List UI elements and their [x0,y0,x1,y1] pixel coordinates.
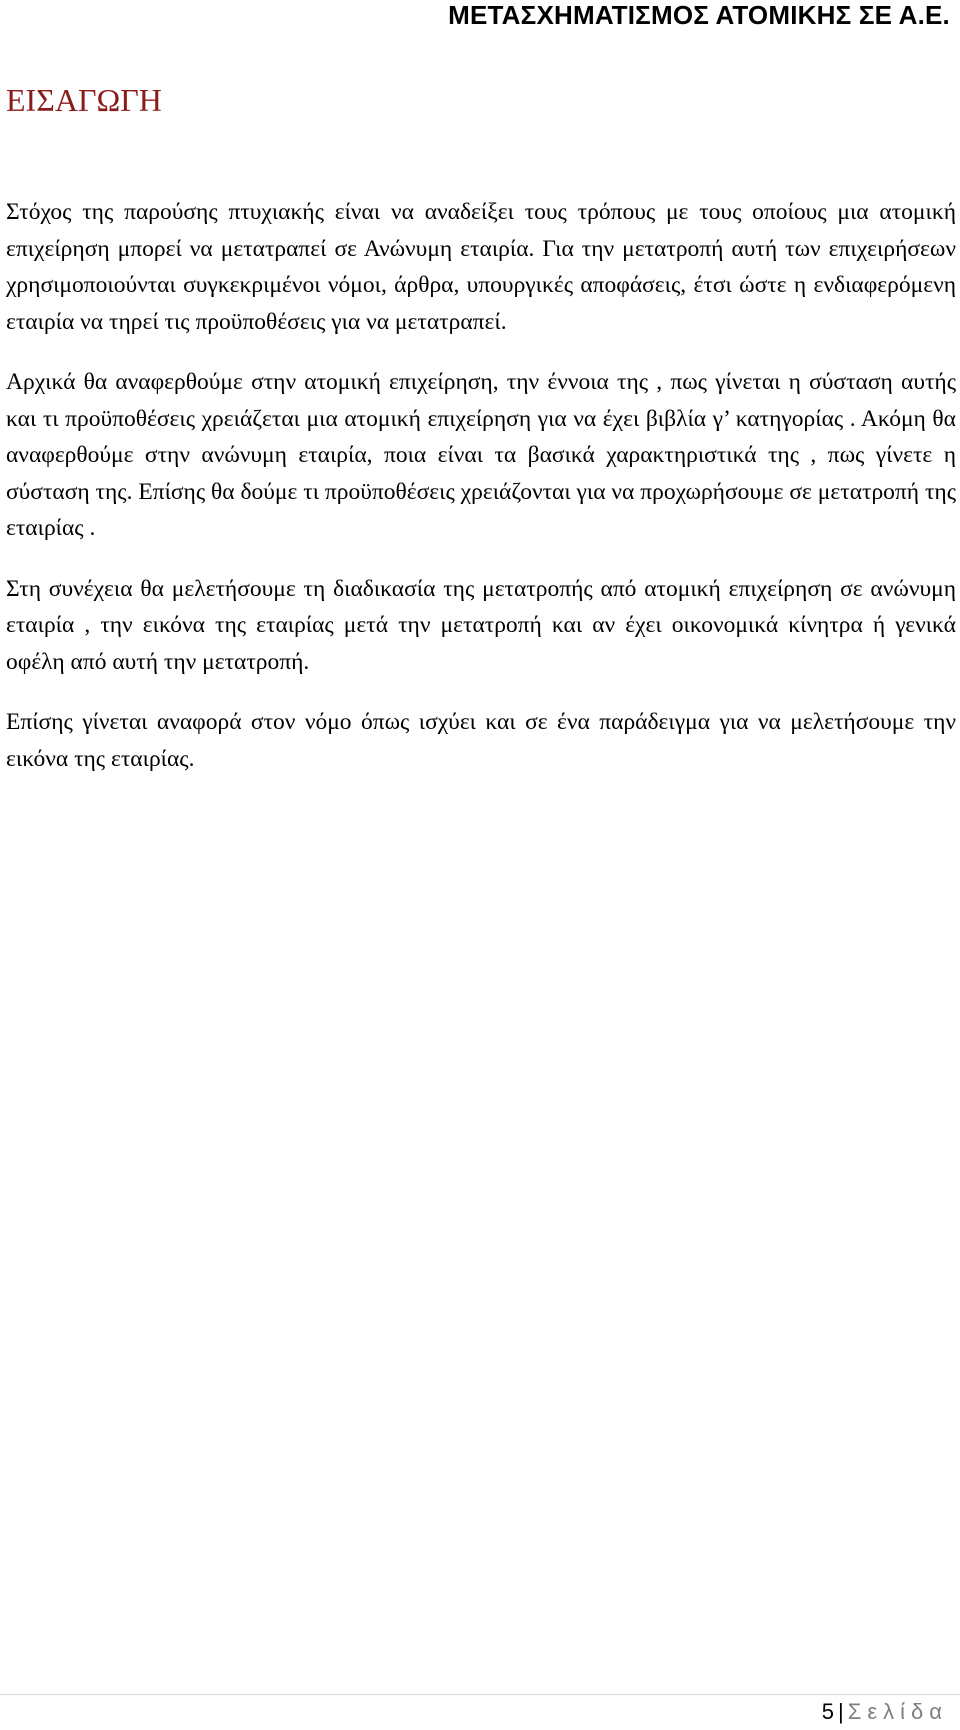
paragraph-4: Επίσης γίνεται αναφορά στον νόμο όπως ισχύει και σε ένα παράδειγμα για να μελετήσουμε την εικόνα της εταιρίας. [6,709,956,772]
page-label: Σελίδα [847,1699,948,1724]
paragraph-2: Αρχικά θα αναφερθούμε στην ατομική επιχείρηση, την έννοια της , πως γίνεται η σύσταση αυτής και τι προϋποθέσεις χρειάζεται μια ατομική επιχείρηση για να έχει βιβλία γ’ κατηγορίας . Ακόμη θα αναφερθούμε στην ανώνυμη εταιρία, ποια είναι τα βασικά χαρακτηριστικά της , πως γίνετε η σύσταση της. Επίσης θα δούμε τι προϋποθέσεις χρειάζονται για να προχωρήσουμε σε μετατροπή της εταιρίας . [6,369,956,541]
section-heading: ΕΙΣΑΓΩΓΗ [6,82,162,118]
footer-divider [0,1694,960,1695]
footer-separator: | [838,1699,844,1724]
running-header-title: ΜΕΤΑΣΧΗΜΑΤΙΣΜΟΣ ΑΤΟΜΙΚΗΣ ΣΕ Α.Ε. [448,0,950,30]
paragraph-1: Στόχος της παρούσης πτυχιακής είναι να αναδείξει τους τρόπους με τους οποίους μια ατομική επιχείρηση μπορεί να μετατραπεί σε Ανώνυμη εταιρία. Για την μετατροπή αυτή των επιχειρήσεων χρησιμοποιούνται συγκεκριμένοι νόμοι, άρθρα, υπουργικές αποφάσεις, έτσι ώστε η ενδιαφερόμενη εταιρία να τηρεί τις προϋποθέσεις για να μετατραπεί. [6,199,956,335]
page-number: 5 [821,1699,835,1724]
paragraph-3: Στη συνέχεια θα μελετήσουμε τη διαδικασία της μετατροπής από ατομική επιχείρηση σε ανώνυμη εταιρία , την εικόνα της εταιρίας μετά την μετατροπή και αν έχει οικονομικά κίνητρα ή γενικά οφέλη από αυτή την μετατροπή. [6,575,956,675]
page-footer [822,1697,948,1727]
body-text [6,194,956,801]
